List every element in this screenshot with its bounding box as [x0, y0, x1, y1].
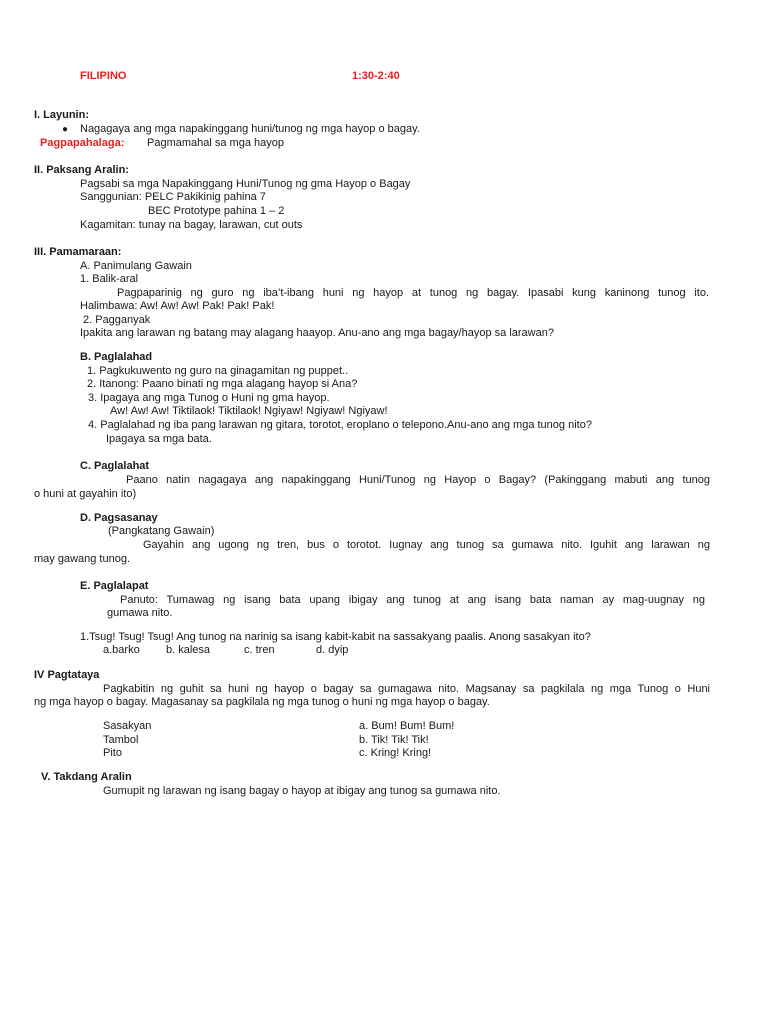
balik-aral-label: 1. Balik-aral — [80, 273, 139, 285]
time-label: 1:30-2:40 — [352, 70, 400, 82]
match-left-3: Pito — [103, 747, 122, 759]
pagpapahalaga-label: Pagpapahalaga: — [40, 137, 125, 149]
kagamitan: Kagamitan: tunay na bagay, larawan, cut outs — [80, 219, 303, 231]
paglalahad-item-2: 2. Itanong: Paano binati ng mga alagang hayop si Ana? — [87, 378, 358, 390]
pagganyak-label: 2. Pagganyak — [83, 314, 151, 326]
takdang-aralin-text: Gumupit ng larawan ng isang bagay o hayop at ibigay ang tunog sa gumawa nito. — [103, 785, 501, 797]
choice-a: a.barko — [103, 644, 140, 656]
pagganyak-text: Ipakita ang larawan ng batang may alagang haayop. Anu-ano ang mga bagay/hayop sa larawan? — [80, 327, 554, 339]
paglalapat-heading: E. Paglalapat — [80, 580, 149, 592]
pamamaraan-heading: III. Pamamaraan: — [34, 246, 122, 258]
choice-d: d. dyip — [316, 644, 349, 656]
paglalahat-heading: C. Paglalahat — [80, 460, 150, 472]
match-right-1: a. Bum! Bum! Bum! — [359, 720, 455, 732]
subject-title: FILIPINO — [80, 70, 127, 82]
sanggunian: Sanggunian: PELC Pakikinig pahina 7 — [80, 191, 266, 203]
pagsasanay-line-2: may gawang tunog. — [34, 553, 131, 565]
bullet-dot-icon: ● — [62, 124, 69, 135]
choice-b: b. kalesa — [166, 644, 211, 656]
paglalahad-item-3: 3. Ipagaya ang mga Tunog o Huni ng gma hayop. — [88, 392, 330, 404]
paglalahat-line-2: o huni at gayahin ito) — [34, 488, 137, 500]
paglalapat-line-1: Panuto: Tumawag ng isang bata upang ibigay ang tunog at ang isang bata naman ay mag-uugnay ng — [120, 594, 705, 606]
balik-aral-example: Halimbawa: Aw! Aw! Aw! Pak! Pak! Pak! — [80, 300, 275, 312]
paksang-aralin-heading: II. Paksang Aralin: — [34, 164, 129, 176]
match-right-2: b. Tik! Tik! Tik! — [359, 734, 429, 746]
paksang-topic: Pagsabi sa mga Napakinggang Huni/Tunog ng gma Hayop o Bagay — [80, 178, 411, 190]
bec-reference: BEC Prototype pahina 1 – 2 — [148, 205, 285, 217]
paglalahad-heading: B. Paglalahad — [80, 351, 153, 363]
paglalahat-line-1: Paano natin nagagaya ang napakinggang Huni/Tunog ng Hayop o Bagay? (Pakinggang mabuti ang tunog — [126, 474, 710, 486]
pagsasanay-heading: D. Pagsasanay — [80, 512, 158, 524]
paglalahad-sounds: Aw! Aw! Aw! Tiktilaok! Tiktilaok! Ngiyaw! Ngiyaw! Ngiyaw! — [110, 405, 388, 417]
pagsasanay-sub: (Pangkatang Gawain) — [108, 525, 215, 537]
layunin-bullet: Nagagaya ang mga napakinggang huni/tunog ng mga hayop o bagay. — [80, 123, 420, 135]
pagtataya-heading: IV Pagtataya — [34, 669, 100, 681]
paglalahad-item-4-cont: Ipagaya sa mga bata. — [106, 433, 212, 445]
match-left-2: Tambol — [103, 734, 139, 746]
paglalapat-line-2: gumawa nito. — [107, 607, 173, 619]
pagsasanay-line-1: Gayahin ang ugong ng tren, bus o torotot. Iugnay ang tunog sa gumawa nito. Iguhit ang larawan ng — [143, 539, 710, 551]
layunin-heading: I. Layunin: — [34, 109, 89, 121]
pagtataya-line-1: Pagkabitin ng guhit sa huni ng hayop o bagay sa gumagawa nito. Magsanay sa pagkilala ng mga Tunog o Huni — [103, 683, 710, 695]
paglalapat-question: 1.Tsug! Tsug! Tsug! Ang tunog na narinig sa isang kabit-kabit na sassakyang paalis. Anong sasakyan ito? — [80, 631, 591, 643]
choice-c: c. tren — [244, 644, 275, 656]
match-right-3: c. Kring! Kring! — [359, 747, 432, 759]
paglalahad-item-1: 1. Pagkukuwento ng guro na ginagamitan ng puppet.. — [87, 365, 349, 377]
pagtataya-line-2: ng mga hayop o bagay. Magasanay sa pagkilala ng mga tunog o huni ng mga hayop o bagay. — [34, 696, 490, 708]
pagpapahalaga-text: Pagmamahal sa mga hayop — [147, 137, 284, 149]
panimulang-gawain-heading: A. Panimulang Gawain — [80, 260, 192, 272]
match-left-1: Sasakyan — [103, 720, 152, 732]
balik-aral-text: Pagpaparinig ng guro ng iba’t-ibang huni ng hayop at tunog ng bagay. Ipasabi kung kaninong tunog ito. — [117, 287, 709, 299]
paglalahad-item-4: 4. Paglalahad ng iba pang larawan ng gitara, torotot, eroplano o telepono.Anu-ano ang mga tunog nito? — [88, 419, 592, 431]
takdang-aralin-heading: V. Takdang Aralin — [41, 771, 132, 783]
